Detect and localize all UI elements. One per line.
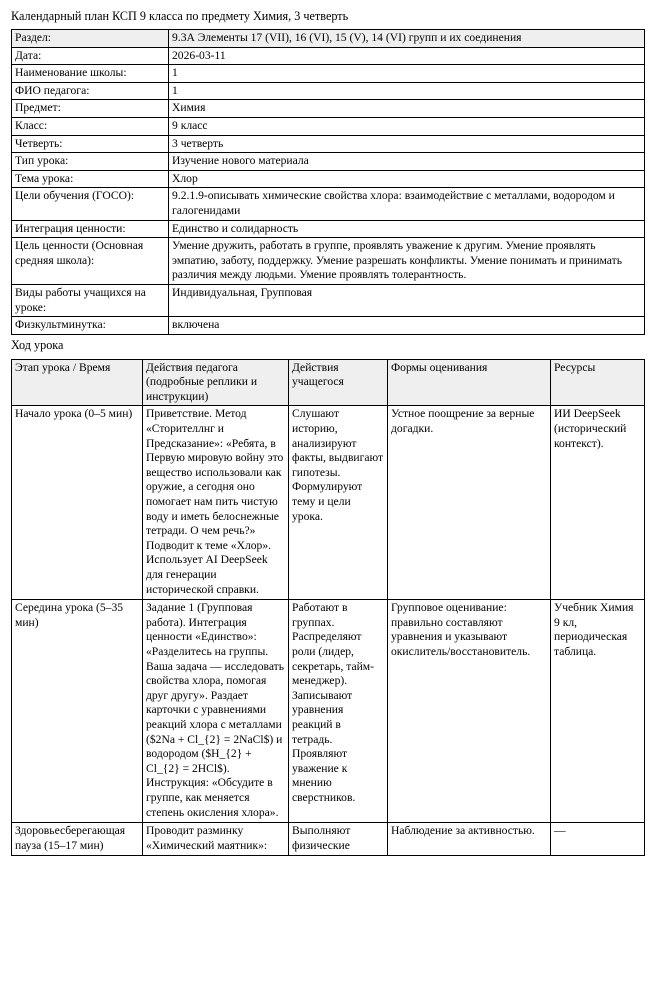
info-value: 9.3А Элементы 17 (VII), 16 (VI), 15 (V), 14 (VI) групп и их соединения <box>169 30 645 48</box>
info-value: 1 <box>169 82 645 100</box>
table-row <box>12 238 645 285</box>
info-label: Цель ценности (Основная средняя школа): <box>12 238 169 285</box>
table-row <box>12 317 645 335</box>
cell-resources: ИИ DeepSeek (исторический контекст). <box>551 406 645 600</box>
lesson-plan-body <box>12 406 645 856</box>
info-label: Тип урока: <box>12 153 169 171</box>
cell-resources: Учебник Химия 9 кл, периодическая таблица. <box>551 600 645 823</box>
info-label: Интеграция ценности: <box>12 220 169 238</box>
lesson-plan-table <box>11 359 645 857</box>
table-row <box>12 170 645 188</box>
cell-student-actions: Выполняют физические <box>289 823 388 856</box>
table-row <box>12 600 645 823</box>
cell-assessment: Устное поощрение за верные догадки. <box>388 406 551 600</box>
info-value: Изучение нового материала <box>169 153 645 171</box>
table-row <box>12 188 645 220</box>
table-row <box>12 284 645 316</box>
table-row <box>12 153 645 171</box>
cell-assessment: Групповое оценивание: правильно составляют уравнения и указывают окислитель/восстановитель. <box>388 600 551 823</box>
cell-teacher-actions: Задание 1 (Групповая работа). Интеграция ценности «Единство»: «Разделитесь на группы. Ваша задача — исследовать свойства хлора, помогая друг другу». Раздает карточки с уравнениями реакций хлора с металлами ($2Na + Cl_{2} = 2NaCl$) и водородом ($H_{2} + Cl_{2} = 2HCl$). Инструкция: «Обсудите в группе, как меняется степень окисления хлора». <box>143 600 289 823</box>
info-label: Наименование школы: <box>12 65 169 83</box>
table-row <box>12 135 645 153</box>
info-label: Тема урока: <box>12 170 169 188</box>
table-row <box>12 82 645 100</box>
cell-teacher-actions: Приветствие. Метод «Сторителлнг и Предсказание»: «Ребята, в Первую мировую войну это вещество использовали как оружие, а сегодня оно помогает нам пить чистую воду и иметь белоснежные тетради. О чем речь?» Подводит к теме «Хлор». Использует AI DeepSeek для генерации исторической справки. <box>143 406 289 600</box>
info-label: Четверть: <box>12 135 169 153</box>
table-row <box>12 406 645 600</box>
info-label: Раздел: <box>12 30 169 48</box>
info-value: 3 четверть <box>169 135 645 153</box>
column-header-teacher-actions: Действия педагога (подробные реплики и инструкции) <box>143 359 289 406</box>
info-label: ФИО педагога: <box>12 82 169 100</box>
info-label: Класс: <box>12 117 169 135</box>
info-label: Предмет: <box>12 100 169 118</box>
column-header-resources: Ресурсы <box>551 359 645 406</box>
table-row <box>12 47 645 65</box>
page-title: Календарный план КСП 9 класса по предмету Химия, 3 четверть <box>11 9 349 23</box>
table-row <box>12 65 645 83</box>
lesson-flow-heading: Ход урока <box>11 337 64 352</box>
lesson-info-table <box>11 29 645 335</box>
info-value: Умение дружить, работать в группе, проявлять уважение к другим. Умение проявлять эмпатию, заботу, поддержку. Умение разрешать конфликты. Умение понимать и принимать различия между людьми. Умение проявлять толерантность. <box>169 238 645 285</box>
table-row <box>12 220 645 238</box>
cell-resources: — <box>551 823 645 856</box>
table-row <box>12 100 645 118</box>
lesson-info-body <box>12 30 645 335</box>
column-header-assessment: Формы оценивания <box>388 359 551 406</box>
cell-assessment: Наблюдение за активностью. <box>388 823 551 856</box>
column-header-stage: Этап урока / Время <box>12 359 143 406</box>
info-value: Индивидуальная, Групповая <box>169 284 645 316</box>
column-header-student-actions: Действия учащегося <box>289 359 388 406</box>
info-label: Физкультминутка: <box>12 317 169 335</box>
cell-teacher-actions: Проводит разминку «Химический маятник»: <box>143 823 289 856</box>
info-value: 9.2.1.9-описывать химические свойства хлора: взаимодействие с металлами, водородом и галогенидами <box>169 188 645 220</box>
table-row <box>12 823 645 856</box>
cell-stage: Здоровьесберегающая пауза (15–17 мин) <box>12 823 143 856</box>
cell-stage: Середина урока (5–35 мин) <box>12 600 143 823</box>
info-value: Хлор <box>169 170 645 188</box>
cell-student-actions: Работают в группах. Распределяют роли (лидер, секретарь, тайм-менеджер). Записывают уравнения реакций в тетрадь. Проявляют уважение к мнению сверстников. <box>289 600 388 823</box>
info-label: Дата: <box>12 47 169 65</box>
cell-student-actions: Слушают историю, анализируют факты, выдвигают гипотезы. Формулируют тему и цели урока. <box>289 406 388 600</box>
info-value: включена <box>169 317 645 335</box>
info-label: Цели обучения (ГОСО): <box>12 188 169 220</box>
cell-stage: Начало урока (0–5 мин) <box>12 406 143 600</box>
lesson-plan-head <box>12 359 645 406</box>
info-label: Виды работы учащихся на уроке: <box>12 284 169 316</box>
table-row <box>12 30 645 48</box>
info-value: 1 <box>169 65 645 83</box>
info-value: 2026-03-11 <box>169 47 645 65</box>
table-row <box>12 117 645 135</box>
info-value: Единство и солидарность <box>169 220 645 238</box>
info-value: 9 класс <box>169 117 645 135</box>
info-value: Химия <box>169 100 645 118</box>
table-header-row <box>12 359 645 406</box>
